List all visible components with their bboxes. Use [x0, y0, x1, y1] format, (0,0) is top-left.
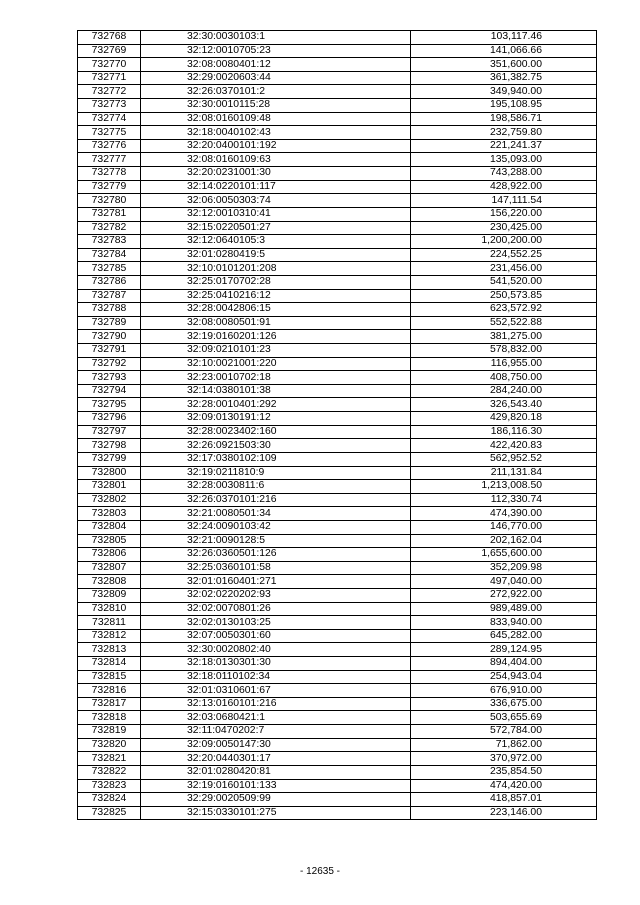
row-number-cell: 732819 [78, 725, 141, 739]
value-cell: 71,862.00 [411, 738, 597, 752]
cadastral-number-cell: 32:24:0090103:42 [141, 520, 411, 534]
value-cell: 676,910.00 [411, 684, 597, 698]
table-row [78, 466, 597, 480]
value-cell: 224,552.25 [411, 248, 597, 262]
row-number-cell: 732790 [78, 330, 141, 344]
value-cell: 989,489.00 [411, 602, 597, 616]
table-row [78, 657, 597, 671]
value-cell: 336,675.00 [411, 697, 597, 711]
cadastral-number-cell: 32:09:0130191:12 [141, 412, 411, 426]
row-number-cell: 732805 [78, 534, 141, 548]
table-row [78, 738, 597, 752]
value-cell: 351,600.00 [411, 58, 597, 72]
value-cell: 326,543.40 [411, 398, 597, 412]
value-cell: 146,770.00 [411, 520, 597, 534]
table-row [78, 316, 597, 330]
cadastral-number-cell: 32:15:0330101:275 [141, 806, 411, 820]
cadastral-number-cell: 32:28:0023402:160 [141, 425, 411, 439]
value-cell: 623,572.92 [411, 303, 597, 317]
cadastral-number-cell: 32:14:0380101:38 [141, 384, 411, 398]
cadastral-number-cell: 32:02:0070801:26 [141, 602, 411, 616]
cadastral-number-cell: 32:20:0400101:192 [141, 139, 411, 153]
value-cell: 833,940.00 [411, 616, 597, 630]
table-row [78, 670, 597, 684]
cadastral-number-cell: 32:08:0160109:63 [141, 153, 411, 167]
cadastral-number-cell: 32:19:0160101:133 [141, 779, 411, 793]
cadastral-number-cell: 32:25:0170702:28 [141, 275, 411, 289]
value-cell: 562,952.52 [411, 452, 597, 466]
row-number-cell: 732799 [78, 452, 141, 466]
cadastral-number-cell: 32:28:0030811:6 [141, 480, 411, 494]
table-row [78, 31, 597, 45]
table-row [78, 725, 597, 739]
table-row [78, 684, 597, 698]
cadastral-number-cell: 32:03:0680421:1 [141, 711, 411, 725]
value-cell: 1,655,600.00 [411, 548, 597, 562]
row-number-cell: 732814 [78, 657, 141, 671]
table-row [78, 126, 597, 140]
value-cell: 552,522.88 [411, 316, 597, 330]
cadastral-number-cell: 32:06:0050303:74 [141, 194, 411, 208]
row-number-cell: 732815 [78, 670, 141, 684]
table-body [78, 31, 597, 820]
table-row [78, 99, 597, 113]
row-number-cell: 732779 [78, 180, 141, 194]
value-cell: 289,124.95 [411, 643, 597, 657]
cadastral-number-cell: 32:23:0010702:18 [141, 371, 411, 385]
cadastral-number-cell: 32:29:0020509:99 [141, 793, 411, 807]
table-row [78, 371, 597, 385]
table-row [78, 194, 597, 208]
cadastral-number-cell: 32:18:0040102:43 [141, 126, 411, 140]
table-row [78, 425, 597, 439]
value-cell: 418,857.01 [411, 793, 597, 807]
data-table-container [77, 30, 597, 820]
value-cell: 428,922.00 [411, 180, 597, 194]
cadastral-number-cell: 32:17:0380102:109 [141, 452, 411, 466]
value-cell: 223,146.00 [411, 806, 597, 820]
value-cell: 211,131.84 [411, 466, 597, 480]
value-cell: 141,066.66 [411, 44, 597, 58]
row-number-cell: 732821 [78, 752, 141, 766]
row-number-cell: 732809 [78, 588, 141, 602]
row-number-cell: 732800 [78, 466, 141, 480]
row-number-cell: 732816 [78, 684, 141, 698]
row-number-cell: 732789 [78, 316, 141, 330]
row-number-cell: 732780 [78, 194, 141, 208]
row-number-cell: 732792 [78, 357, 141, 371]
value-cell: 381,275.00 [411, 330, 597, 344]
table-row [78, 765, 597, 779]
row-number-cell: 732782 [78, 221, 141, 235]
cadastral-number-cell: 32:19:0160201:126 [141, 330, 411, 344]
value-cell: 231,456.00 [411, 262, 597, 276]
cadastral-number-cell: 32:18:0130301:30 [141, 657, 411, 671]
value-cell: 408,750.00 [411, 371, 597, 385]
cadastral-number-cell: 32:12:0640105:3 [141, 235, 411, 249]
table-row [78, 384, 597, 398]
row-number-cell: 732776 [78, 139, 141, 153]
row-number-cell: 732781 [78, 207, 141, 221]
row-number-cell: 732822 [78, 765, 141, 779]
row-number-cell: 732803 [78, 507, 141, 521]
table-row [78, 289, 597, 303]
cadastral-number-cell: 32:19:0211810:9 [141, 466, 411, 480]
table-row [78, 221, 597, 235]
value-cell: 645,282.00 [411, 629, 597, 643]
table-row [78, 520, 597, 534]
table-row [78, 697, 597, 711]
cadastral-number-cell: 32:30:0030103:1 [141, 31, 411, 45]
row-number-cell: 732791 [78, 344, 141, 358]
cadastral-number-cell: 32:11:0470202:7 [141, 725, 411, 739]
row-number-cell: 732769 [78, 44, 141, 58]
row-number-cell: 732818 [78, 711, 141, 725]
cadastral-number-cell: 32:25:0410216:12 [141, 289, 411, 303]
row-number-cell: 732810 [78, 602, 141, 616]
cadastral-number-cell: 32:10:0021001:220 [141, 357, 411, 371]
table-row [78, 779, 597, 793]
value-cell: 474,420.00 [411, 779, 597, 793]
row-number-cell: 732820 [78, 738, 141, 752]
row-number-cell: 732787 [78, 289, 141, 303]
cadastral-number-cell: 32:12:0010705:23 [141, 44, 411, 58]
cadastral-number-cell: 32:12:0010310:41 [141, 207, 411, 221]
table-row [78, 357, 597, 371]
cadastral-number-cell: 32:21:0090128:5 [141, 534, 411, 548]
cadastral-number-cell: 32:20:0440301:17 [141, 752, 411, 766]
value-cell: 230,425.00 [411, 221, 597, 235]
table-row [78, 452, 597, 466]
cadastral-number-cell: 32:01:0160401:271 [141, 575, 411, 589]
value-cell: 284,240.00 [411, 384, 597, 398]
cadastral-number-cell: 32:07:0050301:60 [141, 629, 411, 643]
cadastral-number-cell: 32:01:0310601:67 [141, 684, 411, 698]
table-row [78, 303, 597, 317]
table-row [78, 344, 597, 358]
row-number-cell: 732786 [78, 275, 141, 289]
value-cell: 503,655.69 [411, 711, 597, 725]
row-number-cell: 732824 [78, 793, 141, 807]
table-row [78, 548, 597, 562]
cadastral-number-cell: 32:25:0360101:58 [141, 561, 411, 575]
table-row [78, 439, 597, 453]
row-number-cell: 732772 [78, 85, 141, 99]
table-row [78, 561, 597, 575]
table-row [78, 235, 597, 249]
table-row [78, 139, 597, 153]
cadastral-number-cell: 32:28:0010401:292 [141, 398, 411, 412]
row-number-cell: 732783 [78, 235, 141, 249]
value-cell: 1,200,200.00 [411, 235, 597, 249]
row-number-cell: 732823 [78, 779, 141, 793]
cadastral-number-cell: 32:29:0020603:44 [141, 71, 411, 85]
cadastral-number-cell: 32:08:0080501:91 [141, 316, 411, 330]
table-row [78, 711, 597, 725]
row-number-cell: 732774 [78, 112, 141, 126]
value-cell: 422,420.83 [411, 439, 597, 453]
cadastral-number-cell: 32:15:0220501:27 [141, 221, 411, 235]
value-cell: 254,943.04 [411, 670, 597, 684]
table-row [78, 806, 597, 820]
table-row [78, 207, 597, 221]
row-number-cell: 732770 [78, 58, 141, 72]
cadastral-number-cell: 32:09:0210101:23 [141, 344, 411, 358]
table-row [78, 534, 597, 548]
row-number-cell: 732788 [78, 303, 141, 317]
row-number-cell: 732773 [78, 99, 141, 113]
value-cell: 116,955.00 [411, 357, 597, 371]
value-cell: 370,972.00 [411, 752, 597, 766]
cadastral-value-table [77, 30, 597, 820]
cadastral-number-cell: 32:14:0220101:117 [141, 180, 411, 194]
row-number-cell: 732812 [78, 629, 141, 643]
value-cell: 221,241.37 [411, 139, 597, 153]
value-cell: 202,162.04 [411, 534, 597, 548]
cadastral-number-cell: 32:08:0080401:12 [141, 58, 411, 72]
value-cell: 743,288.00 [411, 167, 597, 181]
cadastral-number-cell: 32:30:0020802:40 [141, 643, 411, 657]
table-row [78, 85, 597, 99]
cadastral-number-cell: 32:09:0050147:30 [141, 738, 411, 752]
cadastral-number-cell: 32:18:0110102:34 [141, 670, 411, 684]
table-row [78, 58, 597, 72]
row-number-cell: 732784 [78, 248, 141, 262]
row-number-cell: 732801 [78, 480, 141, 494]
row-number-cell: 732778 [78, 167, 141, 181]
table-row [78, 480, 597, 494]
cadastral-number-cell: 32:26:0360501:126 [141, 548, 411, 562]
value-cell: 1,213,008.50 [411, 480, 597, 494]
value-cell: 474,390.00 [411, 507, 597, 521]
value-cell: 235,854.50 [411, 765, 597, 779]
value-cell: 352,209.98 [411, 561, 597, 575]
table-row [78, 588, 597, 602]
table-row [78, 616, 597, 630]
cadastral-number-cell: 32:08:0160109:48 [141, 112, 411, 126]
table-row [78, 507, 597, 521]
value-cell: 429,820.18 [411, 412, 597, 426]
value-cell: 232,759.80 [411, 126, 597, 140]
cadastral-number-cell: 32:20:0231001:30 [141, 167, 411, 181]
row-number-cell: 732806 [78, 548, 141, 562]
cadastral-number-cell: 32:01:0280419:5 [141, 248, 411, 262]
value-cell: 103,117.46 [411, 31, 597, 45]
table-row [78, 629, 597, 643]
row-number-cell: 732817 [78, 697, 141, 711]
table-row [78, 71, 597, 85]
table-row [78, 112, 597, 126]
row-number-cell: 732813 [78, 643, 141, 657]
value-cell: 186,116.30 [411, 425, 597, 439]
cadastral-number-cell: 32:26:0921503:30 [141, 439, 411, 453]
value-cell: 349,940.00 [411, 85, 597, 99]
row-number-cell: 732825 [78, 806, 141, 820]
value-cell: 135,093.00 [411, 153, 597, 167]
table-row [78, 602, 597, 616]
value-cell: 497,040.00 [411, 575, 597, 589]
row-number-cell: 732793 [78, 371, 141, 385]
table-row [78, 793, 597, 807]
table-row [78, 643, 597, 657]
row-number-cell: 732794 [78, 384, 141, 398]
table-row [78, 330, 597, 344]
value-cell: 198,586.71 [411, 112, 597, 126]
cadastral-number-cell: 32:02:0220202:93 [141, 588, 411, 602]
table-row [78, 398, 597, 412]
cadastral-number-cell: 32:10:0101201:208 [141, 262, 411, 276]
cadastral-number-cell: 32:13:0160101:216 [141, 697, 411, 711]
value-cell: 578,832.00 [411, 344, 597, 358]
value-cell: 572,784.00 [411, 725, 597, 739]
cadastral-number-cell: 32:01:0280420:81 [141, 765, 411, 779]
row-number-cell: 732808 [78, 575, 141, 589]
value-cell: 541,520.00 [411, 275, 597, 289]
value-cell: 894,404.00 [411, 657, 597, 671]
value-cell: 250,573.85 [411, 289, 597, 303]
table-row [78, 167, 597, 181]
table-row [78, 752, 597, 766]
table-row [78, 248, 597, 262]
row-number-cell: 732775 [78, 126, 141, 140]
row-number-cell: 732796 [78, 412, 141, 426]
cadastral-number-cell: 32:26:0370101:2 [141, 85, 411, 99]
row-number-cell: 732771 [78, 71, 141, 85]
row-number-cell: 732797 [78, 425, 141, 439]
cadastral-number-cell: 32:02:0130103:25 [141, 616, 411, 630]
value-cell: 112,330.74 [411, 493, 597, 507]
table-row [78, 153, 597, 167]
cadastral-number-cell: 32:26:0370101:216 [141, 493, 411, 507]
row-number-cell: 732807 [78, 561, 141, 575]
table-row [78, 262, 597, 276]
row-number-cell: 732768 [78, 31, 141, 45]
row-number-cell: 732785 [78, 262, 141, 276]
row-number-cell: 732811 [78, 616, 141, 630]
row-number-cell: 732802 [78, 493, 141, 507]
value-cell: 195,108.95 [411, 99, 597, 113]
value-cell: 147,111.54 [411, 194, 597, 208]
cadastral-number-cell: 32:21:0080501:34 [141, 507, 411, 521]
cadastral-number-cell: 32:28:0042806:15 [141, 303, 411, 317]
cadastral-number-cell: 32:30:0010115:28 [141, 99, 411, 113]
page-number: - 12635 - [299, 866, 341, 877]
row-number-cell: 732777 [78, 153, 141, 167]
table-row [78, 44, 597, 58]
row-number-cell: 732804 [78, 520, 141, 534]
table-row [78, 275, 597, 289]
row-number-cell: 732798 [78, 439, 141, 453]
value-cell: 272,922.00 [411, 588, 597, 602]
table-row [78, 575, 597, 589]
row-number-cell: 732795 [78, 398, 141, 412]
table-row [78, 412, 597, 426]
value-cell: 156,220.00 [411, 207, 597, 221]
table-row [78, 493, 597, 507]
value-cell: 361,382.75 [411, 71, 597, 85]
table-row [78, 180, 597, 194]
